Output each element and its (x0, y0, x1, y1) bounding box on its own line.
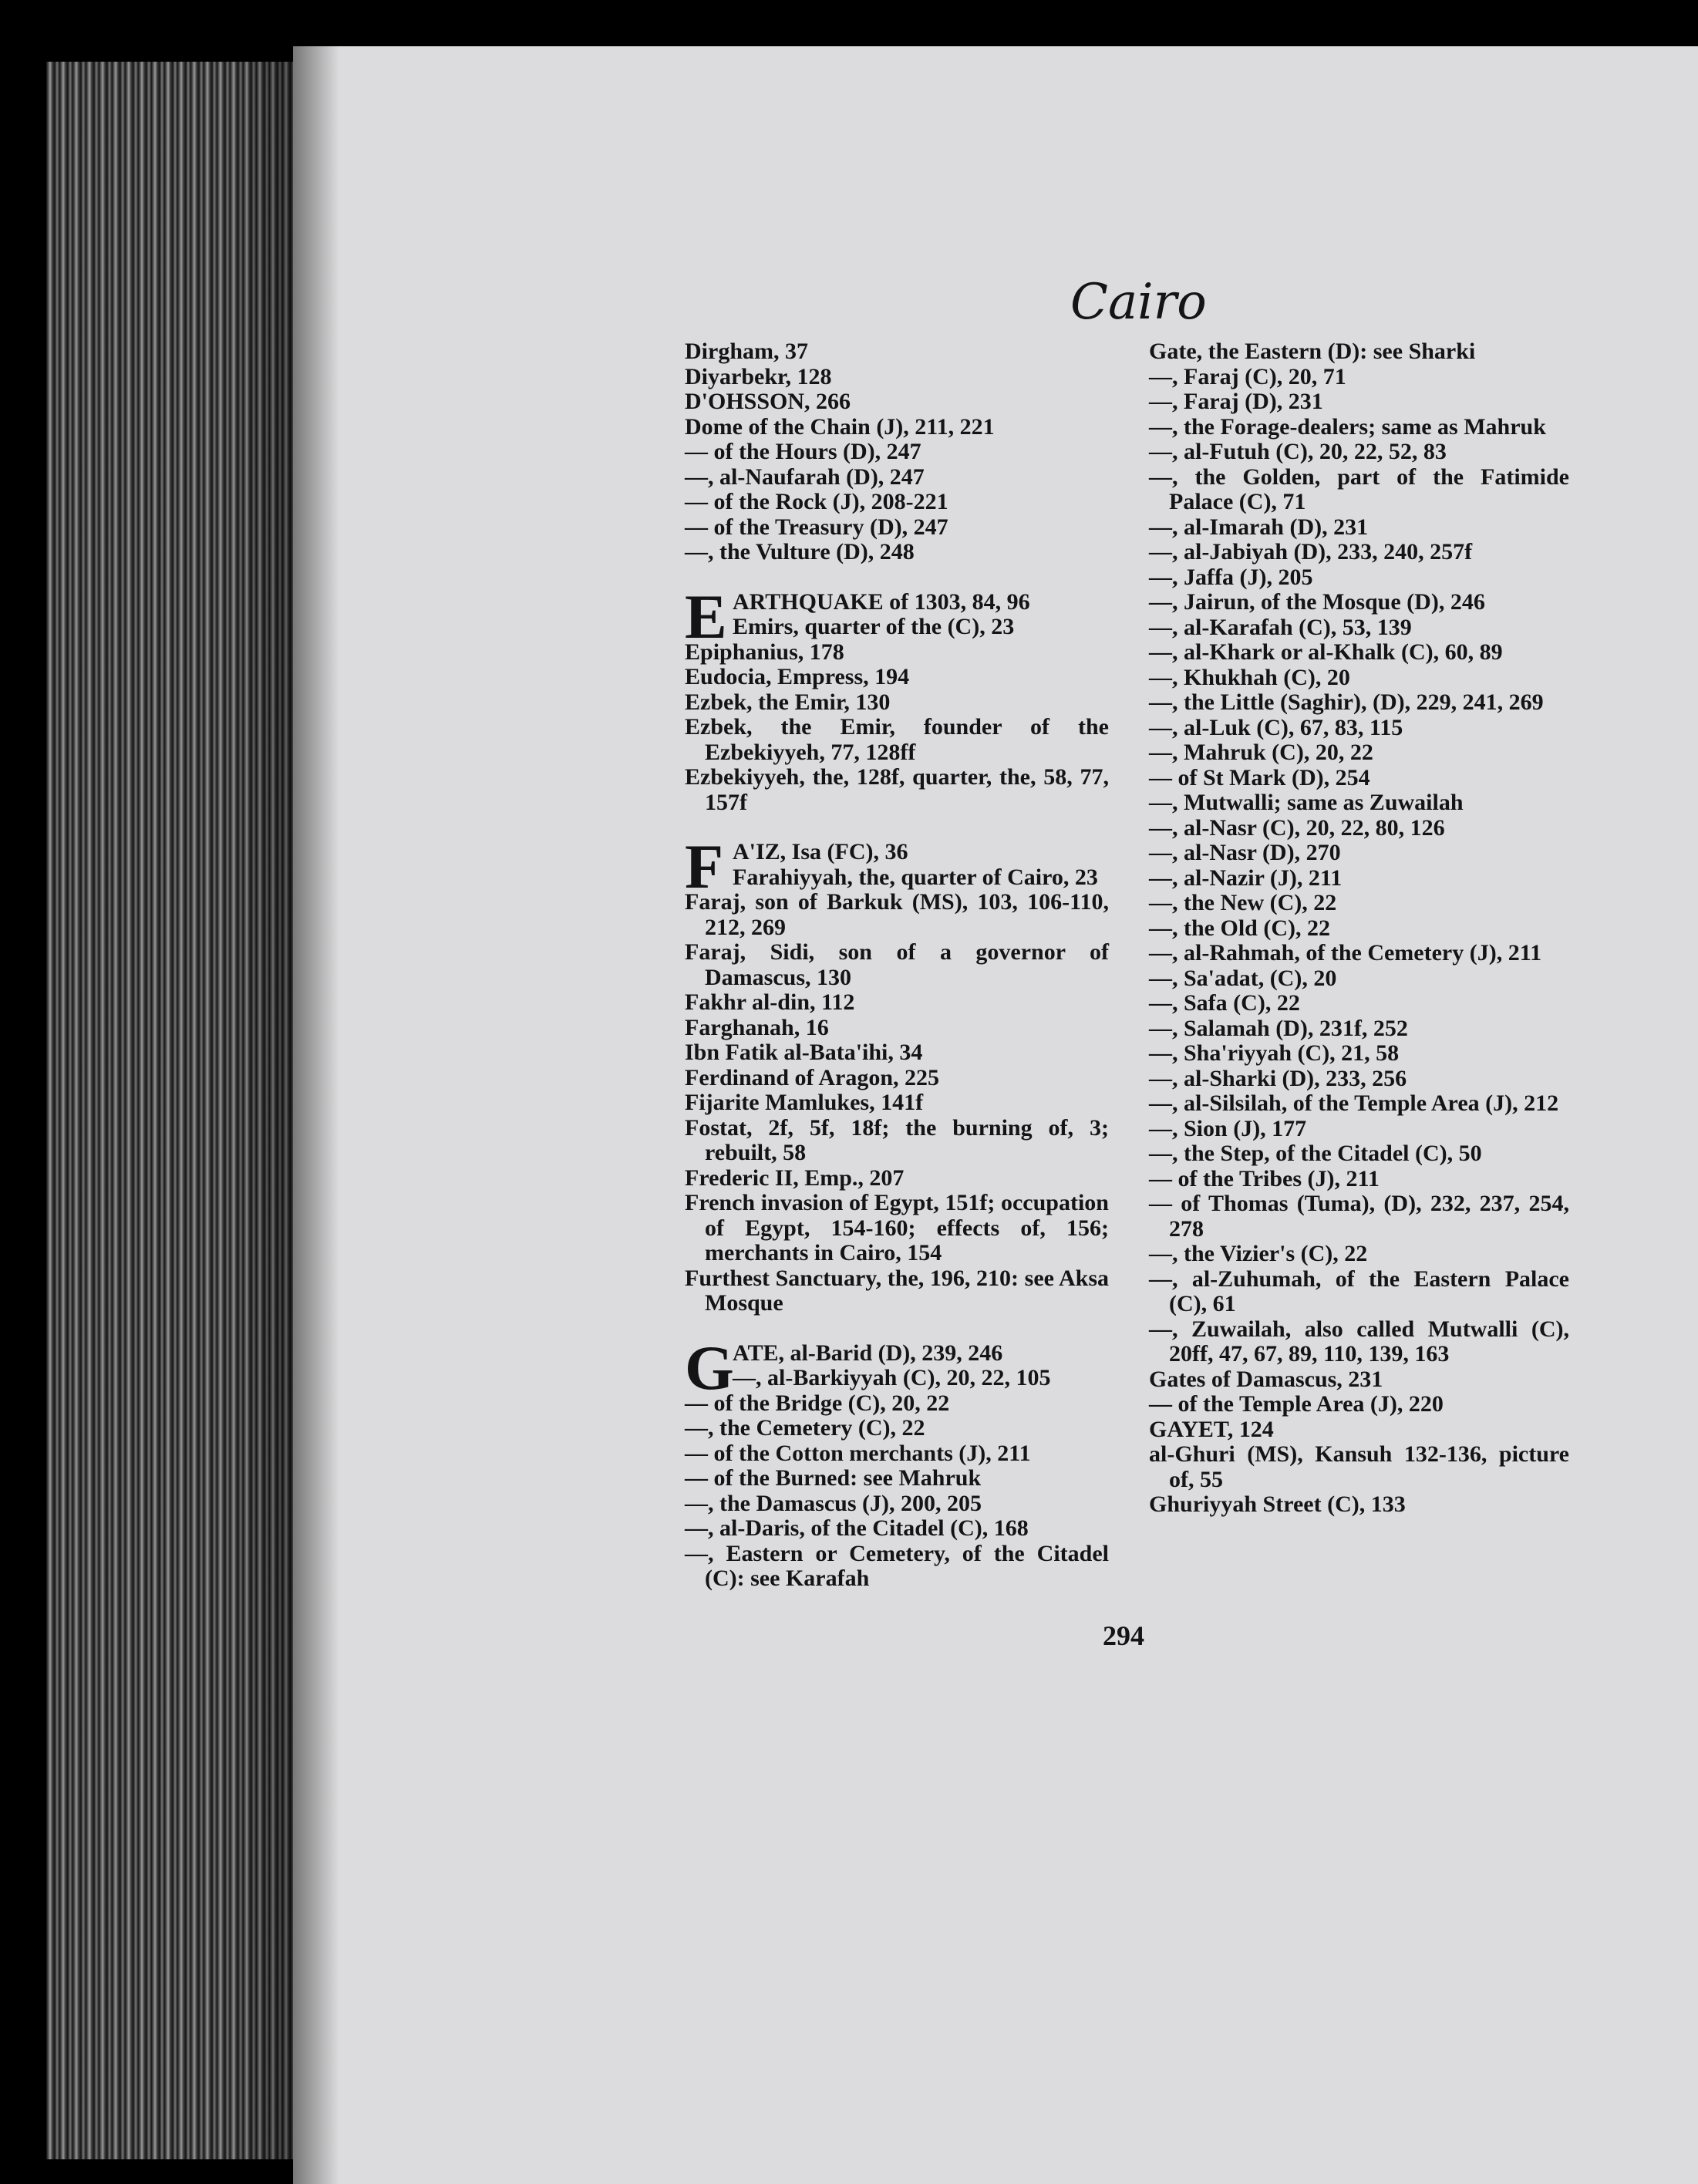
index-entry: GAYET, 124 (1149, 1416, 1274, 1442)
index-entry: —, al-Nazir (J), 211 (1149, 865, 1343, 891)
index-entry: — of the Tribes (J), 211 (1149, 1165, 1380, 1191)
section-f (685, 831, 1109, 902)
index-entry: Frederic II, Emp., 207 (685, 1164, 905, 1191)
index-entry: Gate, the Eastern (D): see Sharki (1149, 339, 1476, 364)
page-number: 294 (1103, 1620, 1144, 1651)
index-entry: —, the Old (C), 22 (1149, 915, 1330, 941)
index-entry: —, al-Sharki (D), 233, 256 (1149, 1065, 1407, 1091)
index-entry: Ibn Fatik al-Bata'ihi, 34 (685, 1040, 923, 1065)
index-entry: Ferdinand of Aragon, 225 (685, 1064, 940, 1090)
index-entry: — of the Hours (D), 247 (685, 439, 921, 464)
drop-cap-f: F (685, 831, 724, 902)
index-entry: —, al-Rahmah, of the Cemetery (J), 211 (1149, 940, 1542, 966)
index-entry: —, Faraj (D), 231 (1149, 389, 1323, 414)
index-entry: Faraj, Sidi, son of a governor of Damascus, 130 (685, 939, 1109, 990)
index-entry: —, al-Daris, of the Citadel (C), 168 (685, 1515, 1029, 1541)
index-entry: —, al-Zuhumah, of the Eastern Palace (C), 61 (1149, 1266, 1569, 1316)
index-entry: — of the Treasury (D), 247 (685, 514, 948, 540)
index-entry: Ghuriyyah Street (C), 133 (1149, 1491, 1406, 1517)
index-entry: —, al-Khark or al-Khalk (C), 60, 89 (1149, 639, 1503, 665)
index-entry: Ezbek, the Emir, 130 (685, 689, 891, 715)
index-entry: — of Thomas (Tuma), (D), 232, 237, 254, 278 (1149, 1191, 1569, 1242)
index-entry: Faraj, son of Barkuk (MS), 103, 106-110, 212, 269 (685, 889, 1109, 940)
index-entry: — of the Burned: see Mahruk (685, 1465, 982, 1491)
index-entry: —, Faraj (C), 20, 71 (1149, 363, 1346, 389)
drop-cap-g: G (685, 1332, 734, 1403)
index-entry: —, the Forage-dealers; same as Mahruk (1149, 413, 1546, 440)
index-entry: — of the Bridge (C), 20, 22 (685, 1390, 950, 1416)
index-entry: —, Sa'adat, (C), 20 (1149, 965, 1337, 991)
index-entry: —, the Cemetery (C), 22 (685, 1415, 925, 1441)
index-entry: Dirgham, 37 (685, 339, 808, 364)
index-entry: Ezbekiyyeh, the, 128f, quarter, the, 58, 77, 157f (685, 764, 1109, 815)
index-entry: — of the Rock (J), 208-221 (685, 489, 948, 514)
index-entry: —, al-Futuh (C), 20, 22, 52, 83 (1149, 439, 1447, 464)
index-entry: A'IZ, Isa (FC), 36 (733, 839, 908, 865)
index-entry: —, the Golden, part of the Fatimide Palace (C), 71 (1149, 463, 1569, 514)
index-entry: —, Mahruk (C), 20, 22 (1149, 740, 1373, 765)
index-entry: —, Jaffa (J), 205 (1149, 564, 1313, 590)
index-entry: Diyarbekr, 128 (685, 363, 832, 389)
index-entry: —, the Step, of the Citadel (C), 50 (1149, 1141, 1482, 1166)
index-entry: —, the Vulture (D), 248 (685, 539, 915, 565)
index-column-right (1149, 339, 1569, 1518)
index-entry: French invasion of Egypt, 151f; occupation of Egypt, 154-160; effects of, 156; merchants in Cairo, 154 (685, 1190, 1109, 1266)
index-entry: ARTHQUAKE of 1303, 84, 96 (733, 588, 1030, 615)
index-entry: —, the New (C), 22 (1149, 890, 1337, 915)
index-column-left (685, 339, 1109, 1592)
index-entry: —, the Little (Saghir), (D), 229, 241, 269 (1149, 689, 1544, 715)
index-entry: —, the Damascus (J), 200, 205 (685, 1490, 982, 1516)
index-entry: — of St Mark (D), 254 (1149, 764, 1370, 790)
index-entry: —, Mutwalli; same as Zuwailah (1149, 790, 1464, 815)
running-head: Cairo (1070, 274, 1207, 331)
index-entry: —, al-Nasr (C), 20, 22, 80, 126 (1149, 814, 1445, 841)
index-entry: —, Sha'riyyah (C), 21, 58 (1149, 1040, 1400, 1066)
index-entry: —, al-Nasr (D), 270 (1149, 840, 1341, 865)
index-entry: Fijarite Mamlukes, 141f (685, 1090, 924, 1115)
index-entry: —, al-Imarah (D), 231 (1149, 514, 1369, 540)
index-entry: —, the Vizier's (C), 22 (1149, 1241, 1368, 1266)
index-entry: —, al-Luk (C), 67, 83, 115 (1149, 714, 1403, 740)
drop-cap-e: E (685, 581, 727, 652)
index-entry: —, Jairun, of the Mosque (D), 246 (1149, 589, 1485, 615)
index-entry: Furthest Sanctuary, the, 196, 210: see Aksa Mosque (685, 1265, 1109, 1316)
index-entry: — of the Cotton merchants (J), 211 (685, 1440, 1031, 1466)
index-entry: —, Zuwailah, also called Mutwalli (C), 20ff, 47, 67, 89, 110, 139, 163 (1149, 1316, 1569, 1367)
index-entry: — of the Temple Area (J), 220 (1149, 1391, 1444, 1417)
index-entry: Gates of Damascus, 231 (1149, 1366, 1383, 1392)
index-entry: —, Eastern or Cemetery, of the Citadel (C): see Karafah (685, 1540, 1109, 1591)
index-entry: —, al-Silsilah, of the Temple Area (J), 212 (1149, 1090, 1559, 1116)
index-entry: Emirs, quarter of the (C), 23 (733, 614, 1015, 639)
index-entry: —, Khukhah (C), 20 (1149, 664, 1350, 690)
index-entry: Dome of the Chain (J), 211, 221 (685, 413, 995, 440)
index-entry: Farghanah, 16 (685, 1014, 829, 1040)
index-entry: Ezbek, the Emir, founder of the Ezbekiyyeh, 77, 128ff (685, 714, 1109, 765)
index-entry: Eudocia, Empress, 194 (685, 664, 910, 689)
index-entry: Fostat, 2f, 5f, 18f; the burning of, 3; rebuilt, 58 (685, 1114, 1109, 1165)
index-entry: al-Ghuri (MS), Kansuh 132-136, picture of, 55 (1149, 1441, 1569, 1492)
index-entry: —, Safa (C), 22 (1149, 990, 1300, 1016)
gutter-shadow (293, 46, 339, 2184)
index-entry: —, al-Barkiyyah (C), 20, 22, 105 (733, 1365, 1051, 1390)
index-entry: Epiphanius, 178 (685, 639, 844, 665)
index-entry: —, al-Naufarah (D), 247 (685, 463, 925, 490)
index-entry: ATE, al-Barid (D), 239, 246 (733, 1340, 1003, 1366)
index-entry: Fakhr al-din, 112 (685, 989, 855, 1015)
index-entry: —, Sion (J), 177 (1149, 1115, 1307, 1141)
index-entry: —, Salamah (D), 231f, 252 (1149, 1015, 1408, 1041)
index-entry: —, al-Karafah (C), 53, 139 (1149, 614, 1412, 640)
index-entry: Farahiyyah, the, quarter of Cairo, 23 (733, 864, 1098, 890)
index-entry: D'OHSSON, 266 (685, 389, 851, 414)
index-entry: —, al-Jabiyah (D), 233, 240, 257f (1149, 539, 1473, 565)
